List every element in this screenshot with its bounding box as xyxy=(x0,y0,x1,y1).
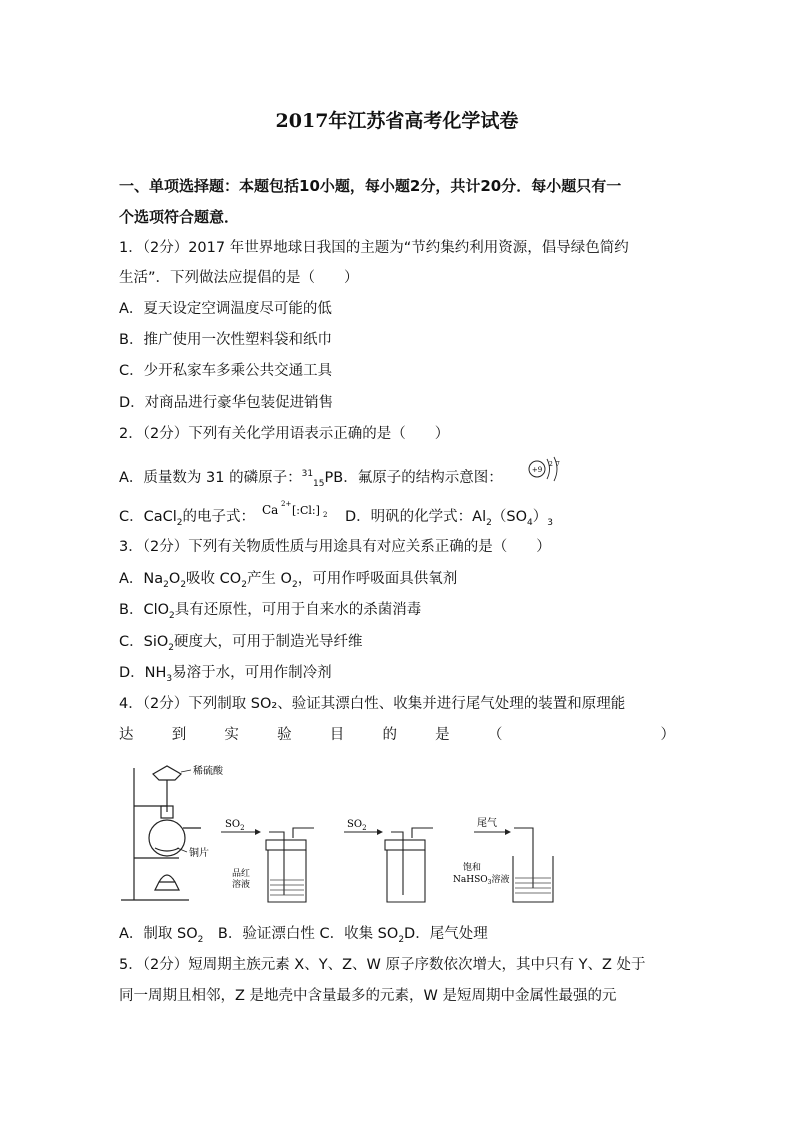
q1-stem-line1: 1．（2分）2017 年世界地球日我国的主题为“节约集约利用资源，倡导绿色简约 xyxy=(119,240,629,256)
q2-option-a: A．质量数为 31 的磷原子：$^{31}_{15}$PB．氟原子的结构示意图： xyxy=(119,469,503,489)
q1-option-c: C．少开私家车多乘公共交通工具 xyxy=(119,363,333,379)
apparatus-b-bleaching xyxy=(221,819,314,902)
q1-option-b: B．推广使用一次性塑料袋和纸巾 xyxy=(119,332,332,348)
svg-text:NaHSO3溶液: NaHSO$_3$溶液 xyxy=(453,875,510,886)
svg-text:7: 7 xyxy=(556,461,560,468)
svg-text:2: 2 xyxy=(323,511,328,519)
svg-text:品红: 品红 xyxy=(232,869,251,879)
label-so2-b: $SO_2$ xyxy=(225,819,245,832)
svg-text:+9: +9 xyxy=(531,466,543,474)
svg-text:[:Cl:]: [:Cl:] xyxy=(292,504,320,517)
q3-option-a: A．$Na_2O_2$吸收 $CO_2$产生 $O_2$，可用作呼吸面具供氧剂 xyxy=(119,571,458,590)
q1-option-d: D．对商品进行豪华包装促进销售 xyxy=(119,395,334,411)
q3-option-d: D．$NH_3$易溶于水，可用作制冷剂 xyxy=(119,665,332,684)
q1-stem-line2: 生活”．下列做法应提倡的是（ ） xyxy=(119,270,359,286)
q2-option-c: C．CaCl$_2$的电子式： xyxy=(119,509,256,528)
q3-option-b: B．ClO$_2$具有还原性，可用于自来水的杀菌消毒 xyxy=(119,602,422,621)
apparatus-a-generator xyxy=(121,766,201,900)
svg-text:溶液: 溶液 xyxy=(232,880,251,890)
q2-stem: 2．（2分）下列有关化学用语表示正确的是（ ） xyxy=(119,426,450,442)
q4-stem-line1: 4．（2分）下列制取 SO₂、验证其漂白性、收集并进行尾气处理的装置和原理能 xyxy=(119,696,626,712)
svg-text:2+: 2+ xyxy=(281,500,292,508)
svg-text:2: 2 xyxy=(549,461,553,468)
svg-text:SO2: $SO_2$ xyxy=(347,819,367,832)
fluorine-atom-diagram xyxy=(526,455,564,485)
cacl2-electron-formula xyxy=(260,496,330,522)
section-header-line1: 一、单项选择题：本题包括10小题，每小题2分，共计20分．每小题只有一 xyxy=(119,177,622,195)
apparatus-c-collection xyxy=(344,819,433,902)
q5-stem-line2: 同一周期且相邻，Z 是地壳中含量最多的元素，W 是短周期中金属性最强的元 xyxy=(119,988,617,1004)
q4-stem-line2: 达 到 实 验 目 的 是 （ ） xyxy=(119,727,675,743)
q1-option-a: A．夏天设定空调温度尽可能的低 xyxy=(119,301,332,317)
label-dilute-acid: 稀硫酸 xyxy=(193,766,223,777)
q4-options: A．制取 $SO_2$ B．验证漂白性 C．收集 $SO_2D$．尾气处理 xyxy=(119,926,488,945)
svg-text:Ca: Ca xyxy=(262,503,279,517)
apparatus-d-tail-gas xyxy=(453,817,553,902)
q3-stem: 3．（2分）下列有关物质性质与用途具有对应关系正确的是（ ） xyxy=(119,539,551,555)
q2-option-d: D．明矾的化学式：$Al_2(SO_4)_3$ xyxy=(345,509,553,528)
label-copper: 铜片 xyxy=(189,848,209,859)
section-header-line2: 个选项符合题意． xyxy=(119,208,240,226)
q5-stem-line1: 5．（2分）短周期主族元素 X、Y、Z、W 原子序数依次增大，其中只有 Y、Z 处于 xyxy=(119,957,646,973)
page-title: 2017年江苏省高考化学试卷 xyxy=(275,110,519,132)
q3-option-c: C．SiO$_2$硬度大，可用于制造光导纤维 xyxy=(119,634,363,653)
q4-apparatus-figure xyxy=(119,760,569,912)
svg-text:尾气: 尾气 xyxy=(477,818,497,829)
svg-text:饱和: 饱和 xyxy=(463,863,482,873)
